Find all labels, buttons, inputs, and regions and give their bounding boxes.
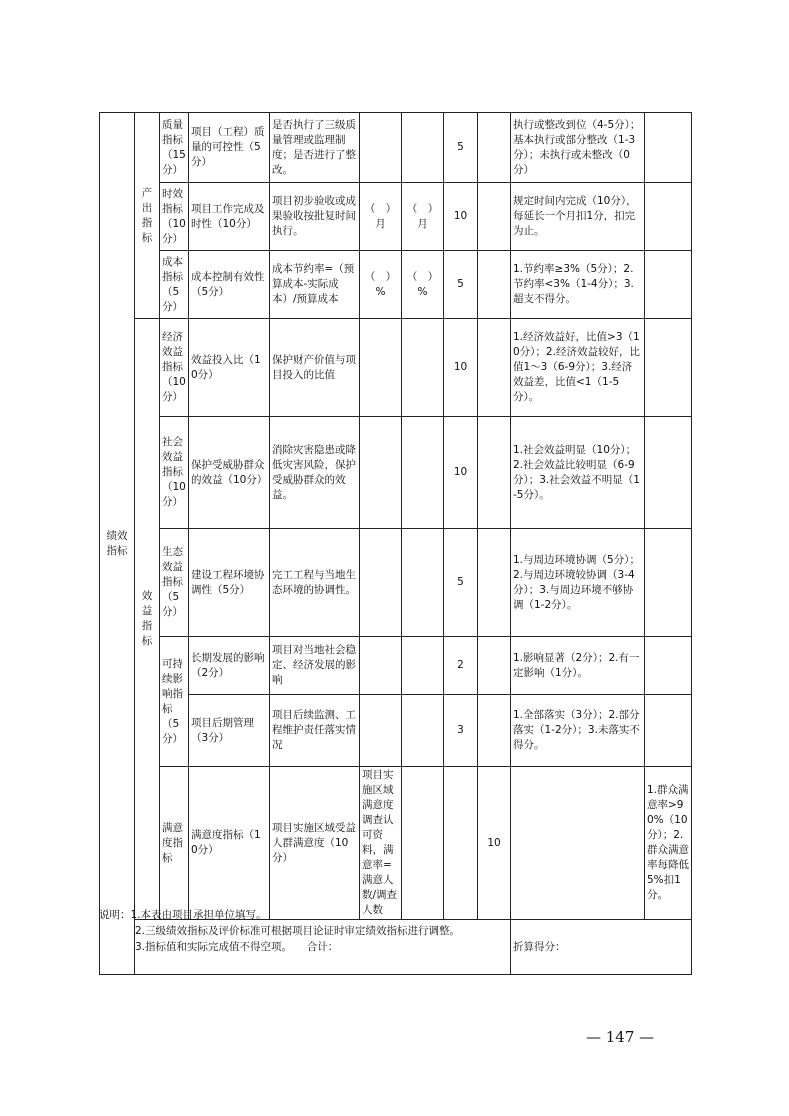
page-number: — 147 — <box>586 1028 655 1046</box>
actual-value <box>402 637 444 695</box>
level3-indicator: 满意度指标（10分） <box>189 767 270 920</box>
scoring-standard: 1.社会效益明显（10分）；2.社会效益比较明显（6-9分）；3.社会效益不明显（1-5分）。 <box>511 417 645 529</box>
score: 2 <box>444 637 478 695</box>
evaluation-score <box>511 767 645 920</box>
score: 5 <box>444 251 478 319</box>
evaluation-score <box>478 113 511 183</box>
actual-value <box>402 417 444 529</box>
note-2: 2.三级绩效指标及评价标准可根据项目论证时审定绩效指标进行调整。 <box>135 925 461 937</box>
evaluation-score <box>478 637 511 695</box>
remark <box>645 183 692 251</box>
level4-indicator: 建设工程环境协调性（5分） <box>189 529 270 637</box>
level3-indicator: 时效指标（10分） <box>160 183 189 251</box>
table-row <box>100 319 692 417</box>
actual-value <box>402 113 444 183</box>
scoring-standard: 1.全部落实（3分）；2.部分落实（1-2分）；3.未落实不得分。 <box>511 695 645 767</box>
evaluation-score <box>478 417 511 529</box>
table-row <box>100 529 692 637</box>
indicator-description: 项目初步验收或成果验收按批复时间执行。 <box>270 183 360 251</box>
table-row <box>100 113 692 183</box>
scoring-standard: 1.影响显著（2分）；2.有一定影响（1分）。 <box>511 637 645 695</box>
evaluation-score <box>478 695 511 767</box>
level3-indicator: 生态效益指标（5分） <box>160 529 189 637</box>
level3-indicator: 可持续影响指标（5分） <box>160 637 189 767</box>
target-value <box>360 695 402 767</box>
indicator-description: 消除灾害隐患或降低灾害风险，保护受威胁群众的效益。 <box>270 417 360 529</box>
score: 10 <box>444 183 478 251</box>
level4-indicator: 保护受威胁群众的效益（10分） <box>189 417 270 529</box>
indicator-description: 项目对当地社会稳定、经济发展的影响 <box>270 637 360 695</box>
level3-indicator: 经济效益指标（10分） <box>160 319 189 417</box>
score: 5 <box>444 113 478 183</box>
indicator-description: 完工工程与当地生态环境的协调性。 <box>270 529 360 637</box>
evaluation-score <box>478 183 511 251</box>
score: 10 <box>444 319 478 417</box>
level4-indicator: 项目（工程）质量的可控性（5分） <box>189 113 270 183</box>
scoring-standard: 执行或整改到位（4-5分）；基本执行或部分整改（1-3分）；未执行或未整改（0分） <box>511 113 645 183</box>
actual-value <box>444 767 478 920</box>
target-value <box>360 417 402 529</box>
indicator-description: 是否执行了三级质量管理或监理制度；是否进行了整改。 <box>270 113 360 183</box>
remark <box>645 695 692 767</box>
scoring-standard: 1.经济效益好，比值>3（10分）；2.经济效益较好，比值1～3（6-9分）；3.经济效益差，比值<1（1-5分）。 <box>511 319 645 417</box>
target-value <box>360 113 402 183</box>
level4-indicator: 项目工作完成及时性（10分） <box>189 183 270 251</box>
remark <box>645 637 692 695</box>
level4-indicator: 长期发展的影响（2分） <box>189 637 270 695</box>
scoring-standard: 规定时间内完成（10分），每延长一个月扣1分，扣完为止。 <box>511 183 645 251</box>
remark <box>645 319 692 417</box>
converted-score-label: 折算得分： <box>511 920 692 975</box>
actual-value <box>402 529 444 637</box>
indicator-description: 项目实施区域满意度调查认可资料，满意率=满意人数/调查人数 <box>360 767 402 920</box>
remark <box>645 113 692 183</box>
level4-indicator: 项目后期管理（3分） <box>189 695 270 767</box>
score: 10 <box>478 767 511 920</box>
level1-indicator-cell: 绩效指标 <box>100 113 135 975</box>
target-value: （ ）% <box>360 251 402 319</box>
level2-output-cell: 产出指标 <box>135 113 160 319</box>
actual-value <box>402 319 444 417</box>
evaluation-score <box>478 529 511 637</box>
table-row <box>100 183 692 251</box>
score: 10 <box>444 417 478 529</box>
table-row <box>100 695 692 767</box>
target-value <box>360 637 402 695</box>
level3-indicator: 成本指标（5分） <box>160 251 189 319</box>
table-row <box>100 251 692 319</box>
indicator-description: 项目后续监测、工程维护责任落实情况 <box>270 695 360 767</box>
table-row <box>100 417 692 529</box>
level3-indicator: 质量指标（15分） <box>160 113 189 183</box>
level2-benefit-cell: 效益指标 <box>135 319 160 920</box>
score: 3 <box>444 695 478 767</box>
score: 5 <box>444 529 478 637</box>
target-value <box>402 767 444 920</box>
indicator-description: 成本节约率=（预算成本-实际成本）/预算成本 <box>270 251 360 319</box>
actual-value <box>402 695 444 767</box>
table-row <box>100 637 692 695</box>
level3-indicator: 社会效益指标（10分） <box>160 417 189 529</box>
scoring-standard: 1.节约率≥3%（5分）；2.节约率<3%（1-4分）；3.超支不得分。 <box>511 251 645 319</box>
level4-indicator: 项目实施区域受益人群满意度（10分） <box>270 767 360 920</box>
actual-value: （ ）% <box>402 251 444 319</box>
table-row <box>100 767 692 920</box>
target-value <box>360 529 402 637</box>
notes-section <box>99 907 699 955</box>
total-label: 合计： <box>135 920 511 975</box>
remark <box>645 251 692 319</box>
performance-evaluation-table <box>99 112 692 975</box>
level2-satisfaction-cell: 满意度指标 <box>160 767 189 920</box>
target-value: （ ）月 <box>360 183 402 251</box>
target-value <box>360 319 402 417</box>
scoring-standard: 1.与周边环境协调（5分）；2.与周边环境较协调（3-4分）；3.与周边环境不够协调（1-2分）。 <box>511 529 645 637</box>
level4-indicator: 成本控制有效性（5分） <box>189 251 270 319</box>
remark <box>645 529 692 637</box>
remark <box>645 417 692 529</box>
evaluation-score <box>478 319 511 417</box>
note-3: 3.指标值和实际完成值不得空项。 <box>135 941 293 953</box>
level4-indicator: 效益投入比（10分） <box>189 319 270 417</box>
note-1: 说明：1.本表由项目承担单位填写。 <box>99 909 267 921</box>
indicator-description: 保护财产价值与项目投入的比值 <box>270 319 360 417</box>
scoring-standard: 1.群众满意率>90%（10分）；2.群众满意率每降低5%扣1分。 <box>645 767 692 920</box>
evaluation-score <box>478 251 511 319</box>
actual-value: （ ）月 <box>402 183 444 251</box>
